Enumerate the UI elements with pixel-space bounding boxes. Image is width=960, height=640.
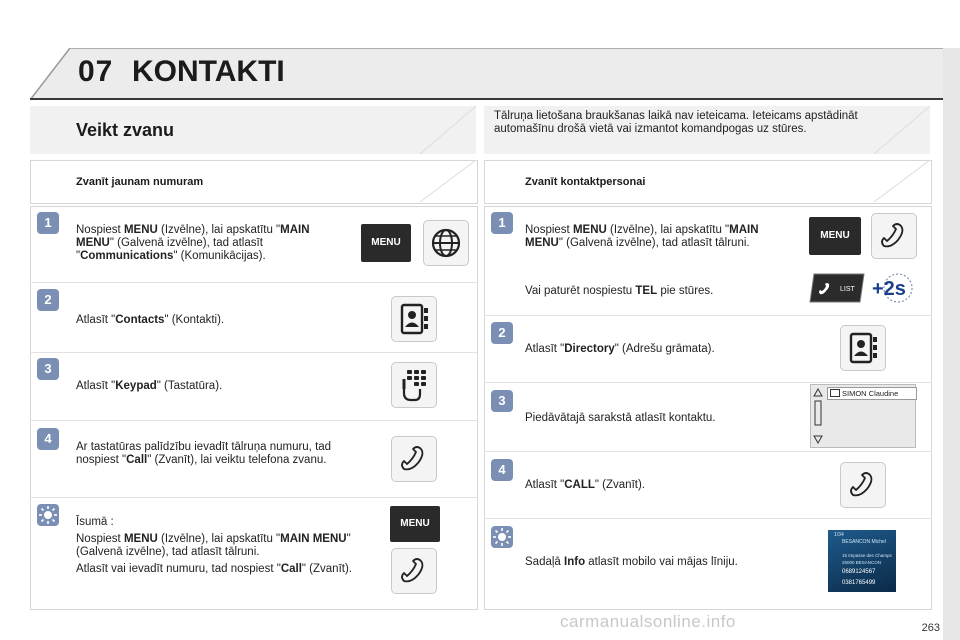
phonebook-icon: [830, 389, 840, 397]
step-2-text: Atlasīt "Contacts" (Kontakti).: [76, 314, 225, 326]
watermark: carmanualsonline.info: [560, 612, 736, 631]
hold-2s-icon: [870, 272, 916, 304]
menu-button[interactable]: MENU: [809, 217, 861, 255]
step-badge-4: 4: [37, 428, 59, 450]
row-divider: [30, 282, 478, 283]
tip-text: Sadaļā Info atlasīt mobilo vai mājas līniju.: [525, 556, 738, 568]
step-badge-2: 2: [37, 289, 59, 311]
directory-book-icon[interactable]: [840, 325, 886, 371]
step-badge-2: 2: [491, 322, 513, 344]
row-divider: [484, 451, 932, 452]
list-scrollbar[interactable]: [812, 387, 824, 445]
tip-icon: [37, 504, 59, 526]
info-line: 1/34: [834, 532, 844, 538]
call-button-icon[interactable]: [871, 213, 917, 259]
globe-icon[interactable]: [423, 220, 469, 266]
call-button-icon[interactable]: [840, 462, 886, 508]
hold-badge: +2s: [872, 278, 906, 300]
info-line: 15 Impasse des Champs: [842, 553, 892, 558]
right-step-3-text: Piedāvātajā sarakstā atlasīt kontaktu.: [525, 412, 716, 424]
panel-slant-decoration: [874, 106, 930, 154]
subtitle-new-number: Zvanīt jaunam numuram: [76, 176, 204, 188]
subtitle-call-contact: Zvanīt kontaktpersonai: [525, 176, 646, 188]
step-badge-1: 1: [491, 212, 513, 234]
menu-button[interactable]: MENU: [361, 224, 411, 262]
step-badge-3: 3: [491, 390, 513, 412]
row-divider: [484, 315, 932, 316]
subtitle-slant-decoration: [420, 160, 476, 202]
subtitle-slant-decoration: [874, 160, 930, 202]
call-button-icon[interactable]: [391, 548, 437, 594]
keypad-icon[interactable]: [391, 362, 437, 408]
step-badge-3: 3: [37, 358, 59, 380]
step-1-text: Nospiest MENU (Izvēlne), lai apskatītu "MAIN MENU" (Galvenā izvēlne), tad atlasīt "Communications" (Komunikācijas).: [76, 224, 310, 262]
contact-list-entry[interactable]: SIMON Claudine: [827, 387, 917, 400]
section-title: Veikt zvanu: [76, 120, 175, 140]
row-divider: [30, 420, 478, 421]
menu-button[interactable]: MENU: [390, 506, 440, 542]
info-line: 25000 BESANCON: [842, 560, 882, 565]
contact-info-screen: [828, 530, 896, 592]
chapter-title: KONTAKTI: [132, 55, 285, 88]
tip-icon: [491, 526, 513, 548]
row-divider: [30, 352, 478, 353]
right-step-1b-text: Vai paturēt nospiestu TEL pie stūres.: [525, 285, 714, 297]
step-badge-1: 1: [37, 212, 59, 234]
info-phone-mobile[interactable]: 0689124567: [842, 569, 876, 575]
summary-line-2: Atlasīt vai ievadīt numuru, tad nospiest "Call" (Zvanīt).: [76, 563, 352, 575]
call-button-icon[interactable]: [391, 436, 437, 482]
panel-slant-decoration: [420, 106, 476, 154]
step-4-text: Ar tastatūras palīdzību ievadīt tālruņa numuru, tad nospiest "Call" (Zvanīt), lai veiktu telefona zvanu.: [76, 441, 332, 466]
right-step-1-text: Nospiest MENU (Izvēlne), lai apskatītu "MAIN MENU" (Galvenā izvēlne), tad atlasīt tālruni.: [525, 224, 759, 249]
summary-label: Īsumā :: [76, 516, 114, 528]
right-step-2-text: Atlasīt "Directory" (Adrešu grāmata).: [525, 343, 715, 355]
step-badge-4: 4: [491, 459, 513, 481]
row-divider: [30, 497, 478, 498]
right-step-4-text: Atlasīt "CALL" (Zvanīt).: [525, 479, 645, 491]
page-number: 263: [921, 622, 940, 634]
chapter-number: 07: [78, 55, 114, 88]
page-edge-bar: [943, 48, 960, 640]
row-divider: [484, 518, 932, 519]
contact-list-screen: [810, 384, 916, 448]
warning-text: Tālruņa lietošana braukšanas laikā nav ieteicama. Ieteicams apstādināt automašīnu drošā vietā vai izmantot komandpogas uz stūres.: [494, 110, 858, 135]
info-line: BESANCON Michel: [842, 539, 886, 545]
step-3-text: Atlasīt "Keypad" (Tastatūra).: [76, 380, 223, 392]
row-divider: [484, 382, 932, 383]
steering-tel-list-button[interactable]: [808, 272, 866, 304]
summary-line-1: Nospiest MENU (Izvēlne), lai apskatītu "MAIN MENU" (Galvenā izvēlne), tad atlasīt tālruni.: [76, 533, 351, 558]
contacts-book-icon[interactable]: [391, 296, 437, 342]
list-label: LIST: [840, 286, 855, 293]
info-phone-home[interactable]: 0381765499: [842, 580, 876, 586]
